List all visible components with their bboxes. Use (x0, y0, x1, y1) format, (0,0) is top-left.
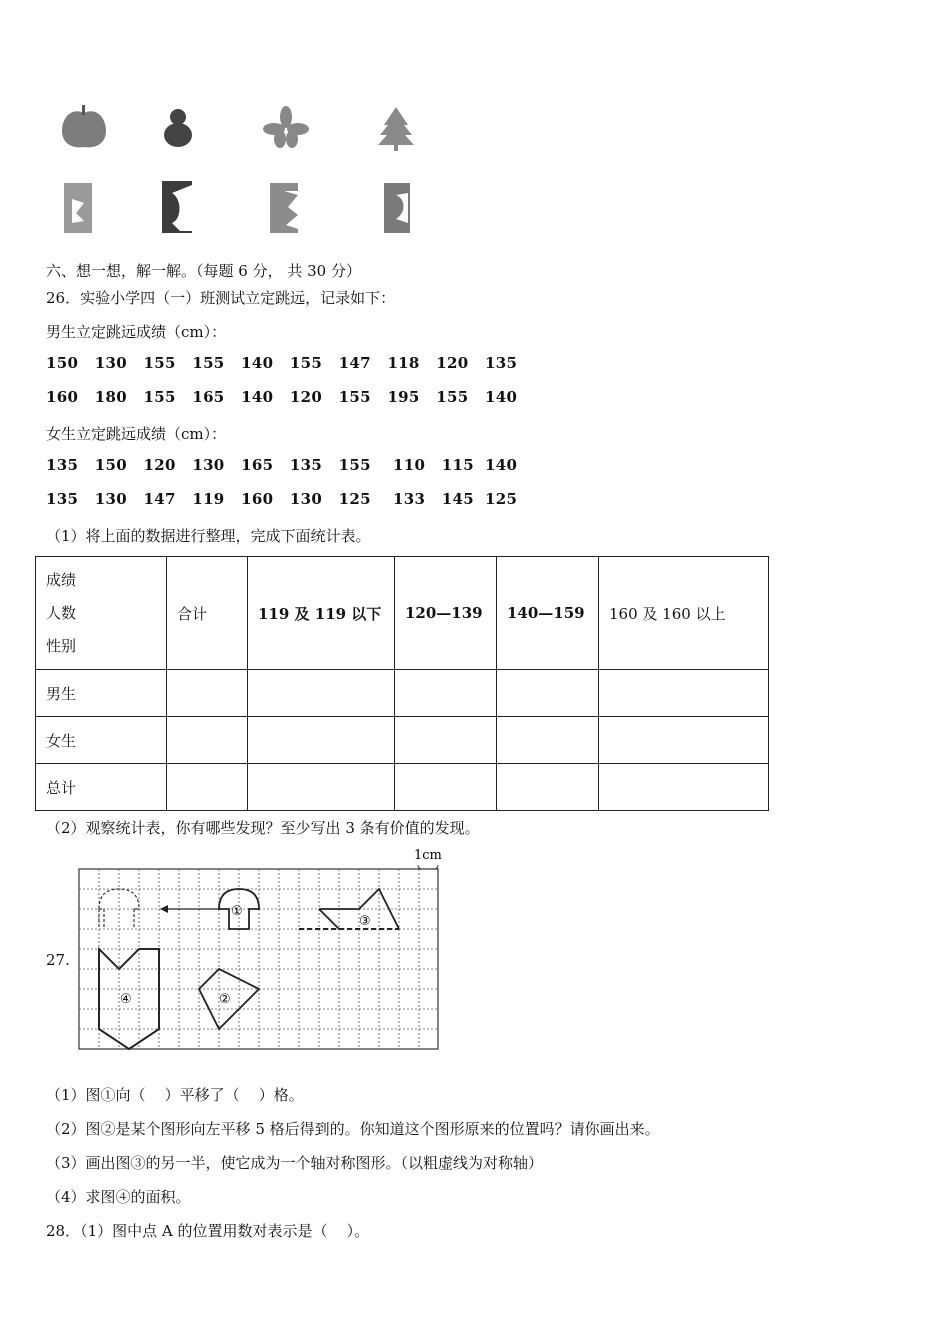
q26-sub1: （1）将上面的数据进行整理，完成下面统计表。 (46, 527, 371, 545)
statistics-table (35, 556, 769, 811)
shape-1-label: ① (231, 904, 243, 919)
scale-label: 1cm (414, 848, 442, 863)
q26-sub2: （2）观察统计表，你有哪些发现？至少写出 3 条有价值的发现。 (46, 819, 480, 837)
col-header-120-139: 120—139 (395, 557, 497, 670)
col-header-160-above: 160 及 160 以上 (599, 557, 769, 670)
cutout-4 (384, 183, 410, 233)
girls-row-1: 135 150 120 130 165 135 155 110 115 140 (46, 456, 518, 474)
table-cell[interactable] (599, 764, 769, 811)
table-cell[interactable] (248, 717, 395, 764)
q27-grid-figure (76, 843, 446, 1059)
table-cell[interactable] (395, 670, 497, 717)
row-label-total: 总计 (36, 764, 167, 811)
section-six-title: 六、想一想，解一解。（每题 6 分， 共 30 分） (46, 262, 361, 280)
header-corner: 成绩 人数 性别 (36, 557, 167, 670)
boys-label: 男生立定跳远成绩（cm）： (46, 323, 227, 341)
shape-2-label: ② (219, 992, 231, 1007)
cutout-2 (162, 181, 192, 233)
table-cell[interactable] (395, 764, 497, 811)
cutout-3 (270, 183, 298, 233)
table-cell[interactable] (395, 717, 497, 764)
table-cell[interactable] (497, 717, 599, 764)
table-row (36, 717, 769, 764)
col-header-140-159: 140—159 (497, 557, 599, 670)
q27-sub3: （3）画出图③的另一半，使它成为一个轴对称图形。（以粗虚线为对称轴） (46, 1154, 544, 1172)
table-row (36, 670, 769, 717)
dashed-grid (79, 869, 438, 1049)
col-header-119-below: 119 及 119 以下 (248, 557, 395, 670)
boys-row-2: 160 180 155 165 140 120 155 195 155 140 (46, 388, 518, 406)
boys-row-1: 150 130 155 155 140 155 147 118 120 135 (46, 354, 518, 372)
q26-stem: 26．实验小学四（一）班测试立定跳远，记录如下： (46, 289, 396, 307)
shape-3-label: ③ (359, 914, 371, 929)
table-cell[interactable] (167, 670, 248, 717)
silhouette-images (50, 95, 430, 245)
q27-sub2: （2）图②是某个图形向左平移 5 格后得到的。你知道这个图形原来的位置吗？请你画出来。 (46, 1120, 660, 1138)
q27-number: 27. (46, 951, 70, 969)
row-label-boys: 男生 (36, 670, 167, 717)
cutout-1 (64, 183, 92, 233)
girls-label: 女生立定跳远成绩（cm）： (46, 425, 227, 443)
apple-silhouette (62, 105, 106, 147)
table-cell[interactable] (599, 670, 769, 717)
col-header-total: 合计 (167, 557, 248, 670)
table-cell[interactable] (248, 670, 395, 717)
q27-sub1: （1）图①向（ ）平移了（ ）格。 (46, 1086, 304, 1104)
table-cell[interactable] (248, 764, 395, 811)
table-cell[interactable] (497, 764, 599, 811)
table-cell[interactable] (497, 670, 599, 717)
gourd-silhouette (164, 109, 192, 147)
row-label-girls: 女生 (36, 717, 167, 764)
flower-silhouette (263, 106, 309, 148)
tree-silhouette (378, 107, 414, 151)
table-cell[interactable] (599, 717, 769, 764)
table-row (36, 764, 769, 811)
shape-4-label: ④ (120, 992, 132, 1007)
girls-row-2: 135 130 147 119 160 130 125 133 145 125 (46, 490, 518, 508)
table-cell[interactable] (167, 764, 248, 811)
q27-sub4: （4）求图④的面积。 (46, 1188, 191, 1206)
table-cell[interactable] (167, 717, 248, 764)
q28-stem: 28．（1）图中点 A 的位置用数对表示是（ ）。 (46, 1222, 370, 1240)
